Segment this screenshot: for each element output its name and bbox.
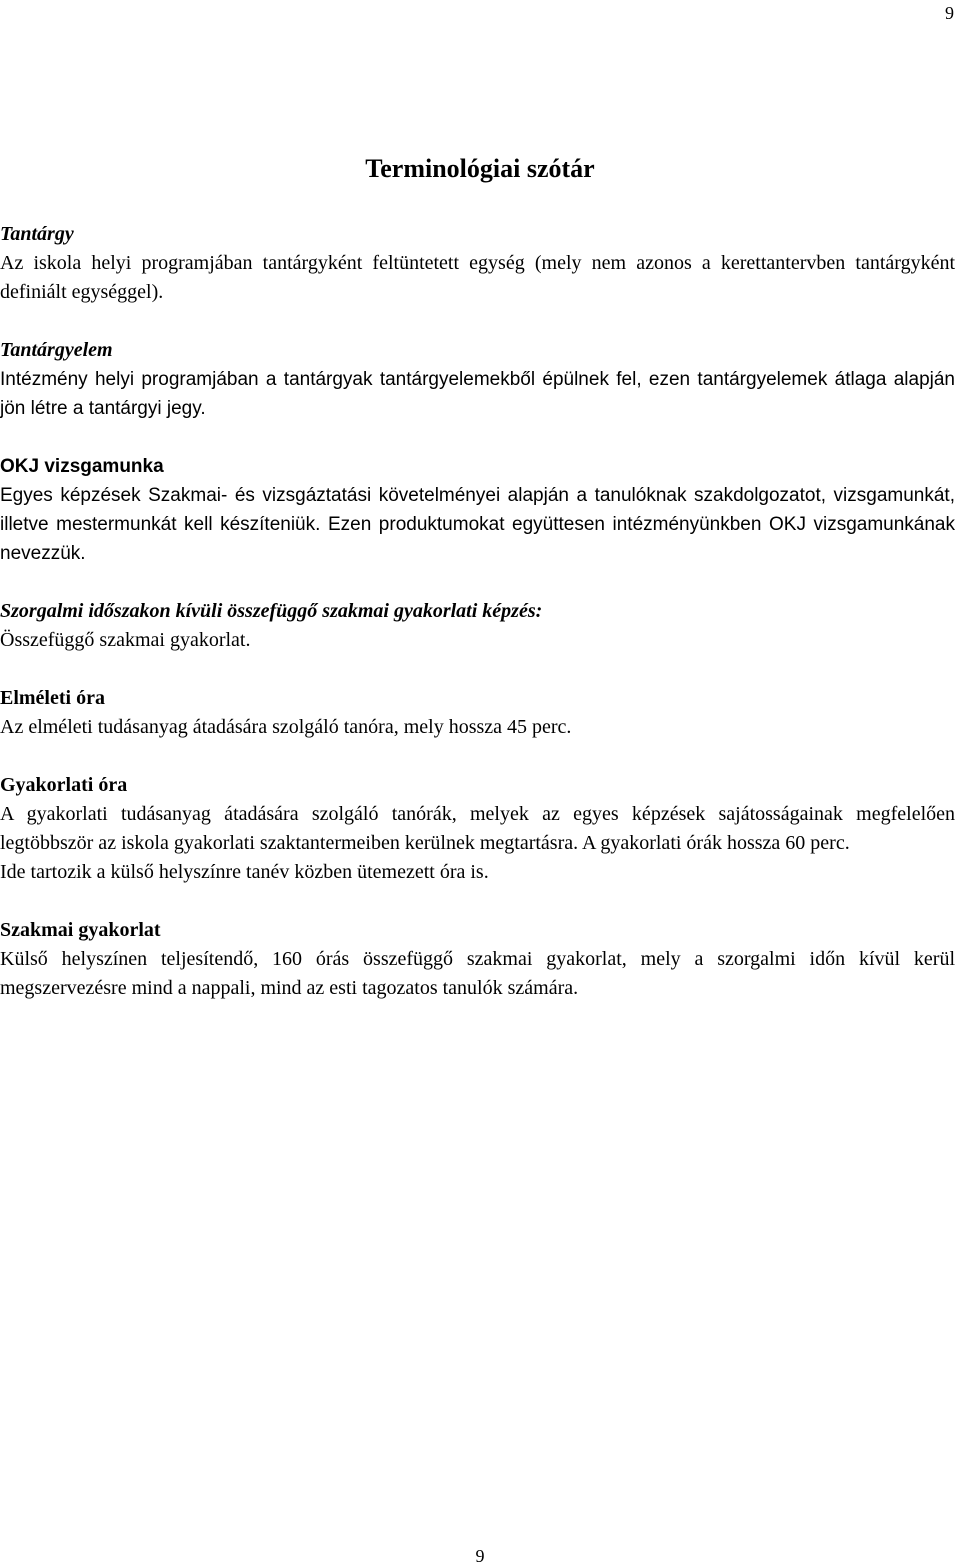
entry-term: Szorgalmi időszakon kívüli összefüggő szakmai gyakorlati képzés: xyxy=(0,600,543,622)
entry-term: OKJ vizsgamunka xyxy=(0,456,164,477)
page-number-bottom: 9 xyxy=(475,1546,485,1566)
entry-term: Elméleti óra xyxy=(0,687,105,709)
entry-definition-extra: Ide tartozik a külső helyszínre tanév közben ütemezett óra is. xyxy=(0,861,489,883)
entry-definition: A gyakorlati tudásanyag átadására szolgáló tanórák, melyek az egyes képzések sajátosságainak megfelelően legtöbbször az iskola gyakorlati szaktantermeiben kerülnek megtartásra. A gyakorlati órák hossza 60 perc. xyxy=(0,803,955,854)
entry-term: Tantárgyelem xyxy=(0,339,113,361)
page-title: Terminológiai szótár xyxy=(365,154,595,183)
glossary-entry-tantargyelem xyxy=(0,336,955,423)
entry-definition: Külső helyszínen teljesítendő, 160 órás összefüggő szakmai gyakorlat, mely a szorgalmi időn kívül kerül megszervezésre mind a nappali, mind az esti tagozatos tanulók számára. xyxy=(0,948,955,999)
entry-definition: Összefüggő szakmai gyakorlat. xyxy=(0,629,251,651)
glossary-entry-szakmai-gyakorlat xyxy=(0,916,955,1003)
entry-definition: Az elméleti tudásanyag átadására szolgáló tanóra, mely hossza 45 perc. xyxy=(0,716,572,738)
glossary-entry-tantargy xyxy=(0,220,955,307)
page-number-top: 9 xyxy=(945,3,954,23)
glossary-entry-okj-vizsgamunka xyxy=(0,452,955,568)
glossary-entry-gyakorlati-ora xyxy=(0,771,955,887)
glossary xyxy=(0,220,955,1003)
glossary-entry-elmeleti-ora xyxy=(0,684,955,742)
entry-definition: Egyes képzések Szakmai- és vizsgáztatási követelményei alapján a tanulóknak szakdolgozatot, vizsgamunkát, illetve mestermunkát kell készíteniük. Ezen produktumokat együttesen intézményünkben OKJ vizsgamunkának nevezzük. xyxy=(0,485,955,564)
entry-definition: Intézmény helyi programjában a tantárgyak tantárgyelemekből épülnek fel, ezen tantárgyelemek átlaga alapján jön létre a tantárgyi jegy. xyxy=(0,369,955,419)
entry-term: Gyakorlati óra xyxy=(0,774,128,796)
entry-term: Tantárgy xyxy=(0,223,74,245)
entry-definition: Az iskola helyi programjában tantárgyként feltüntetett egység (mely nem azonos a kerettantervben tantárgyként definiált egységgel). xyxy=(0,252,955,303)
entry-term: Szakmai gyakorlat xyxy=(0,919,161,941)
glossary-entry-szorgalmi-idoszak xyxy=(0,597,955,655)
